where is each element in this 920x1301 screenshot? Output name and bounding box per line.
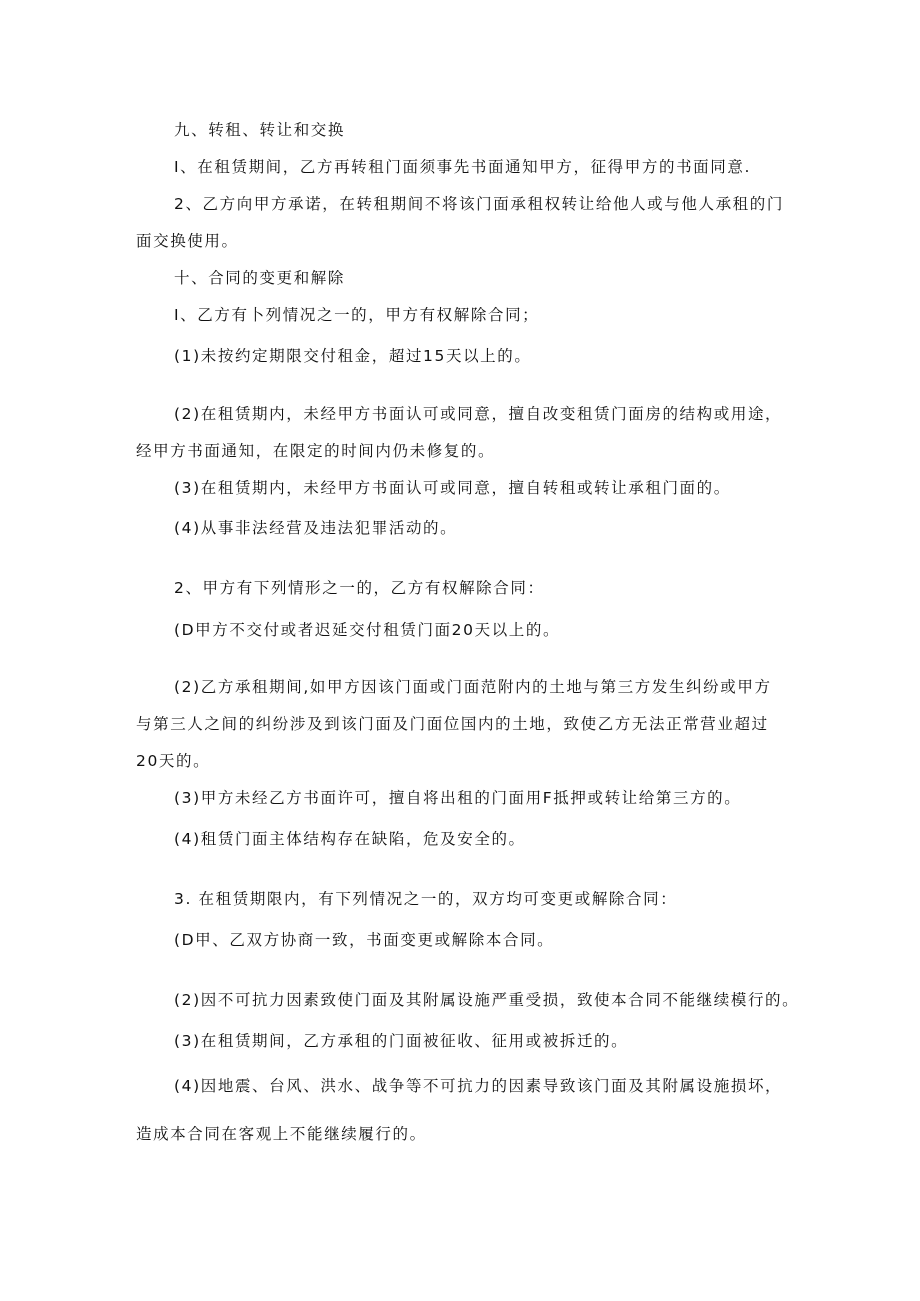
clause-line: 面交换使用。 <box>136 232 239 250</box>
clause-line: (4)从事非法经营及违法犯罪活动的。 <box>174 519 458 537</box>
clause-line: (3)在租赁期内，未经甲方书面认可或同意，擅自转租或转让承租门面的。 <box>174 479 731 497</box>
section-heading-10: 十、合同的变更和解除 <box>174 269 346 287</box>
clause-line: 20天的。 <box>136 752 211 770</box>
clause-line: (4)租赁门面主体结构存在缺陷，危及安全的。 <box>174 830 526 848</box>
clause-line: 2、甲方有下列情形之一的，乙方有权解除合同： <box>174 579 545 597</box>
clause-line: I、乙方有卜列情况之一的，甲方有权解除合同； <box>174 306 540 324</box>
clause-line: (2)乙方承租期间,如甲方因该门面或门面范附内的土地与第三方发生纠纷或甲方 <box>174 678 772 696</box>
section-heading-9: 九、转租、转让和交换 <box>174 121 346 139</box>
clause-line: I、在租赁期间，乙方再转租门面须事先书面通知甲方，征得甲方的书面同意. <box>174 158 752 176</box>
clause-line: 经甲方书面通知，在限定的时间内仍未修复的。 <box>136 442 496 460</box>
clause-line: (1)未按约定期限交付租金，超过15天以上的。 <box>174 347 532 365</box>
clause-line: (2)在租赁期内，未经甲方书面认可或同意，擅自改变租赁门面房的结构或用途， <box>174 405 783 423</box>
clause-line: (3)在租赁期间，乙方承租的门面被征收、征用或被拆迁的。 <box>174 1032 629 1050</box>
clause-line: (2)因不可抗力因素致使门面及其附属设施严重受损，致使本合同不能继续模行的。 <box>174 991 800 1009</box>
clause-line: (D甲、乙双方协商一致，书面变更或解除本合同。 <box>174 931 555 949</box>
clause-line: (4)因地震、台风、洪水、战争等不可抗力的因素导致该门面及其附属设施损坏， <box>174 1077 783 1095</box>
clause-line: 与第三人之间的纠纷涉及到该门面及门面位国内的土地，致使乙方无法正常营业超过 <box>136 715 769 733</box>
clause-line: 造成本合同在客观上不能继续履行的。 <box>136 1125 427 1143</box>
clause-line: (3)甲方未经乙方书面许可，擅自将出租的门面用F抵押或转让给第三方的。 <box>174 789 742 807</box>
clause-line: 3. 在租赁期限内，有下列情况之一的，双方均可变更或解除合同： <box>174 890 678 908</box>
clause-line: 2、乙方向甲方承诺，在转租期间不将该门面承租权转让给他人或与他人承租的门 <box>174 195 784 213</box>
clause-line: (D甲方不交付或者迟延交付租赁门面20天以上的。 <box>174 621 561 639</box>
